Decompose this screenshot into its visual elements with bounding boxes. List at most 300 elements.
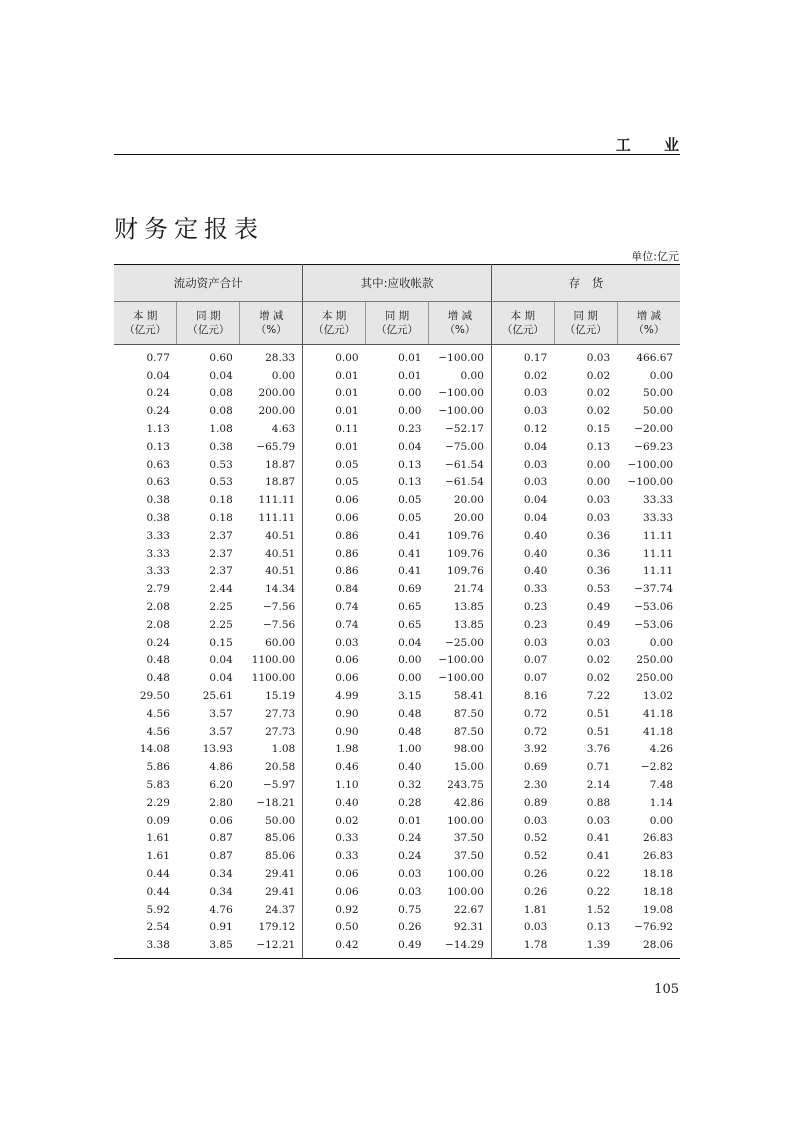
table-cell: 0.02 [586, 654, 611, 667]
table-cell: 0.40 [398, 761, 422, 774]
table-cell: 0.65 [398, 618, 422, 631]
table-cell: 20.58 [240, 758, 303, 776]
table-cell: 0.00 [398, 387, 422, 400]
table-cell: 20.00 [428, 509, 491, 527]
table-cell: 0.53 [586, 583, 611, 596]
table-cell: 26.83 [643, 832, 674, 845]
table-cell: 0.33 [335, 832, 359, 845]
table-cell: 0.38 [209, 440, 233, 453]
table-cell: 0.23 [523, 618, 548, 631]
table-cell: 0.03 [523, 814, 548, 827]
table-cell: 0.41 [398, 529, 422, 542]
table-cell: 243.75 [428, 776, 491, 794]
table-cell: 0.72 [523, 707, 548, 720]
table-cell: −52.17 [428, 420, 491, 438]
table-cell: 0.03 [523, 476, 548, 489]
table-cell: 0.63 [146, 476, 170, 489]
table-cell: 29.50 [139, 690, 170, 703]
unit-note: 单位:亿元 [631, 250, 679, 263]
table-cell: 18.87 [240, 474, 303, 492]
table-cell: −7.56 [240, 598, 303, 616]
table-cell: 0.13 [586, 440, 611, 453]
table-cell: 0.13 [398, 458, 422, 471]
table-row [114, 527, 680, 545]
page-number: 105 [654, 982, 679, 997]
column-header [366, 302, 429, 345]
table-cell: 0.00 [398, 672, 422, 685]
table-cell: 0.40 [335, 796, 359, 809]
table-row [114, 669, 680, 687]
table-row [114, 456, 680, 474]
table-cell: −14.29 [428, 936, 491, 958]
table-cell: 0.36 [586, 547, 611, 560]
table-row [114, 563, 680, 581]
table-cell: 0.87 [209, 850, 233, 863]
table-cell: 1.52 [586, 903, 611, 916]
table-cell: 100.00 [428, 812, 491, 830]
table-cell: 29.41 [240, 865, 303, 883]
table-cell: 0.86 [335, 565, 359, 578]
table-cell: 0.15 [586, 423, 611, 436]
table-cell: 11.11 [643, 529, 674, 542]
table-cell: 0.42 [335, 939, 359, 952]
table-cell: −25.00 [428, 634, 491, 652]
table-cell: 37.50 [428, 847, 491, 865]
table-cell: 0.74 [335, 601, 359, 614]
table-cell: 111.11 [240, 491, 303, 509]
table-cell: 0.03 [586, 494, 611, 507]
table-cell: 27.73 [240, 705, 303, 723]
table-cell: 0.38 [146, 494, 170, 507]
table-cell: 0.11 [335, 423, 359, 436]
table-cell: 109.76 [428, 563, 491, 581]
table-cell: 18.18 [643, 868, 674, 880]
table-cell: 2.30 [523, 779, 548, 792]
table-row [114, 919, 680, 937]
table-cell: 58.41 [428, 687, 491, 705]
table-cell: 2.80 [209, 796, 233, 809]
table-cell: 4.63 [240, 420, 303, 438]
section-label: 工 业 [615, 136, 693, 154]
table-cell: 0.49 [586, 601, 611, 614]
table-cell: 18.18 [643, 885, 674, 898]
table-cell: 0.87 [209, 832, 233, 845]
table-cell: 0.46 [335, 761, 359, 774]
table-cell: 0.48 [398, 707, 422, 720]
table-cell: 0.12 [523, 423, 548, 436]
table-cell: 41.18 [643, 725, 674, 738]
table-cell: 1100.00 [240, 669, 303, 687]
table-cell: 0.03 [523, 458, 548, 471]
table-cell: −2.82 [640, 761, 674, 774]
table-cell: 41.18 [643, 707, 674, 720]
table-cell: −20.00 [634, 423, 674, 436]
table-cell: 0.02 [523, 369, 548, 382]
table-cell: 0.48 [398, 725, 422, 738]
table-row [114, 705, 680, 723]
table-cell: 27.73 [240, 723, 303, 741]
table-cell: 3.33 [146, 565, 170, 578]
column-header [303, 302, 366, 345]
table-cell: −100.00 [428, 669, 491, 687]
table-cell: 4.99 [335, 690, 359, 703]
table-cell: 1.98 [335, 743, 359, 756]
table-cell: 26.83 [643, 850, 674, 863]
table-cell: 2.37 [209, 547, 233, 560]
table-cell: 0.05 [398, 512, 422, 525]
table-cell: 4.26 [649, 743, 674, 756]
table-cell: 33.33 [643, 494, 674, 507]
table-cell: 0.41 [586, 832, 611, 845]
table-cell: −5.97 [240, 776, 303, 794]
table-cell: 0.90 [335, 707, 359, 720]
table-cell: 92.31 [428, 919, 491, 937]
table-cell: 1.61 [146, 832, 170, 845]
table-cell: 4.56 [146, 707, 170, 720]
column-header-unit: （亿元） [187, 324, 230, 336]
table-cell: 14.34 [240, 580, 303, 598]
table-cell: 0.03 [398, 885, 422, 898]
table-cell: 0.52 [523, 850, 548, 863]
table-cell: 0.02 [586, 369, 611, 382]
table-row [114, 865, 680, 883]
table-cell: 100.00 [428, 865, 491, 883]
table-cell: 0.00 [649, 636, 674, 649]
table-cell: 15.00 [428, 758, 491, 776]
table-cell: 2.37 [209, 529, 233, 542]
table-row [114, 580, 680, 598]
table-cell: 1.10 [335, 779, 359, 792]
table-cell: 0.04 [209, 672, 233, 685]
table-cell: 29.41 [240, 883, 303, 901]
column-header-label: 增 减 [636, 310, 662, 322]
table-cell: 0.01 [398, 369, 422, 382]
table-cell: 0.01 [335, 369, 359, 382]
table-row [114, 812, 680, 830]
table-cell: 0.40 [523, 529, 548, 542]
table-cell: 0.36 [586, 565, 611, 578]
table-cell: 0.44 [146, 885, 170, 898]
table-cell: 0.02 [586, 672, 611, 685]
table-row [114, 901, 680, 919]
table-cell: 0.06 [335, 654, 359, 667]
table-cell: 0.04 [523, 512, 548, 525]
table-cell: 0.15 [209, 636, 233, 649]
table-cell: 0.02 [586, 387, 611, 400]
table-cell: 0.06 [209, 814, 233, 827]
table-cell: 0.84 [335, 583, 359, 596]
table-cell: 0.71 [586, 761, 611, 774]
table-cell: 0.06 [335, 512, 359, 525]
table-cell: 0.53 [209, 476, 233, 489]
table-cell: −53.06 [634, 618, 674, 631]
table-cell: 466.67 [636, 351, 674, 364]
table-cell: 18.87 [240, 456, 303, 474]
table-cell: 0.49 [586, 618, 611, 631]
table-row [114, 474, 680, 492]
table-cell: 0.51 [586, 707, 611, 720]
table-cell: 11.11 [643, 547, 674, 560]
column-header-label: 同 期 [384, 310, 410, 322]
table-cell: 0.17 [523, 351, 548, 364]
table-cell: 0.75 [398, 903, 422, 916]
table-cell: 0.23 [398, 423, 422, 436]
table-cell: 85.06 [240, 830, 303, 848]
table-cell: 0.08 [209, 405, 233, 418]
table-cell: −100.00 [428, 652, 491, 670]
table-row [114, 741, 680, 759]
table-cell: 0.88 [586, 796, 611, 809]
table-cell: 0.32 [398, 779, 422, 792]
table-cell: 0.00 [649, 814, 674, 827]
table-cell: −61.54 [428, 474, 491, 492]
table-cell: 0.49 [398, 939, 422, 952]
table-cell: −69.23 [634, 440, 674, 453]
table-cell: 0.07 [523, 654, 548, 667]
table-cell: 3.57 [209, 707, 233, 720]
table-cell: 0.86 [335, 529, 359, 542]
table-row [114, 687, 680, 705]
table-cell: 0.08 [209, 387, 233, 400]
column-header-unit: （亿元） [564, 324, 607, 336]
table-cell: 0.33 [335, 850, 359, 863]
table-cell: 0.38 [146, 512, 170, 525]
table-cell: −37.74 [634, 583, 674, 596]
table-cell: 98.00 [428, 741, 491, 759]
table-cell: 0.51 [586, 725, 611, 738]
table-cell: 0.01 [335, 387, 359, 400]
table-row [114, 723, 680, 741]
column-header [240, 302, 303, 345]
table-row [114, 758, 680, 776]
table-cell: 0.40 [523, 565, 548, 578]
table-cell: −75.00 [428, 438, 491, 456]
table-row [114, 794, 680, 812]
table-cell: 20.00 [428, 491, 491, 509]
table-cell: 0.05 [335, 476, 359, 489]
table-row [114, 420, 680, 438]
column-header-unit: （%） [255, 324, 287, 336]
table-cell: 0.24 [146, 636, 170, 649]
table-cell: 1.61 [146, 850, 170, 863]
table-cell: 50.00 [643, 405, 674, 418]
table-cell: 3.38 [146, 939, 170, 952]
table-cell: 2.44 [209, 583, 233, 596]
table-cell: 11.11 [643, 565, 674, 578]
table-cell: 0.00 [586, 458, 611, 471]
table-cell: 0.01 [398, 351, 422, 364]
table-cell: −61.54 [428, 456, 491, 474]
table-row [114, 345, 680, 367]
table-cell: 8.16 [523, 690, 548, 703]
table-cell: 0.03 [523, 387, 548, 400]
table-cell: 14.08 [139, 743, 170, 756]
table-cell: 0.04 [209, 369, 233, 382]
table-cell: 7.22 [586, 690, 611, 703]
table-cell: 85.06 [240, 847, 303, 865]
group-header-receivables: 其中:应收帐款 [303, 265, 492, 302]
table-cell: 3.33 [146, 547, 170, 560]
table-cell: 13.02 [643, 690, 674, 703]
table-cell: 87.50 [428, 723, 491, 741]
table-cell: 50.00 [643, 387, 674, 400]
table-cell: 2.08 [146, 601, 170, 614]
table-cell: 2.37 [209, 565, 233, 578]
table-cell: 40.51 [240, 563, 303, 581]
table-cell: 0.04 [523, 440, 548, 453]
table-cell: 1.78 [523, 939, 548, 952]
table-cell: 0.03 [398, 868, 422, 880]
table-cell: 3.33 [146, 529, 170, 542]
table-cell: 0.72 [523, 725, 548, 738]
table-cell: 0.92 [335, 903, 359, 916]
table-cell: 0.03 [586, 814, 611, 827]
table-cell: 0.01 [335, 440, 359, 453]
table-cell: 109.76 [428, 545, 491, 563]
table-cell: 0.03 [586, 636, 611, 649]
table-cell: 0.48 [146, 654, 170, 667]
table-cell: −12.21 [240, 936, 303, 958]
table-cell: 33.33 [643, 512, 674, 525]
table-cell: 0.50 [335, 921, 359, 934]
table-cell: 0.03 [523, 921, 548, 934]
column-header-label: 本 期 [510, 310, 535, 322]
table-cell: 0.41 [398, 565, 422, 578]
column-header-unit: （%） [444, 324, 476, 336]
table-cell: 0.01 [398, 814, 422, 827]
table-cell: 0.02 [586, 405, 611, 418]
table-cell: 0.86 [335, 547, 359, 560]
table-cell: 3.92 [523, 743, 548, 756]
table-cell: 0.41 [586, 850, 611, 863]
table-cell: 0.03 [586, 351, 611, 364]
table-cell: 0.91 [209, 921, 233, 934]
table-cell: −53.06 [634, 601, 674, 614]
table-cell: 28.33 [240, 345, 303, 367]
group-header-row [114, 265, 680, 302]
table-cell: 60.00 [240, 634, 303, 652]
table-cell: 0.63 [146, 458, 170, 471]
table-cell: 4.86 [209, 761, 233, 774]
table-row [114, 830, 680, 848]
table-cell: 0.13 [586, 921, 611, 934]
table-cell: 4.76 [209, 903, 233, 916]
table-cell: 1100.00 [240, 652, 303, 670]
table-row [114, 545, 680, 563]
table-cell: 0.03 [523, 636, 548, 649]
table-cell: 0.13 [146, 440, 170, 453]
table-cell: 13.93 [202, 743, 233, 756]
table-cell: 24.37 [240, 901, 303, 919]
table-cell: 15.19 [240, 687, 303, 705]
table-cell: 0.24 [146, 405, 170, 418]
column-header-label: 增 减 [447, 310, 473, 322]
table-cell: 0.90 [335, 725, 359, 738]
table-cell: 250.00 [636, 654, 674, 667]
table-row [114, 367, 680, 385]
table-cell: 6.20 [209, 779, 233, 792]
table-row [114, 438, 680, 456]
table-cell: 50.00 [240, 812, 303, 830]
table-cell: 0.33 [523, 583, 548, 596]
financial-table [114, 264, 680, 959]
column-header [428, 302, 491, 345]
page-title: 财务定报表 [114, 215, 264, 244]
table-cell: 2.79 [146, 583, 170, 596]
table-cell: 0.04 [398, 636, 422, 649]
table-cell: −100.00 [627, 458, 674, 471]
table-cell: 0.24 [146, 387, 170, 400]
table-cell: 40.51 [240, 545, 303, 563]
table-cell: 0.00 [428, 367, 491, 385]
table-cell: 0.06 [335, 672, 359, 685]
group-header-inventory: 存 货 [491, 265, 680, 302]
column-header-label: 同 期 [196, 310, 221, 322]
table-header [114, 265, 680, 345]
table-cell: 2.14 [586, 779, 611, 792]
table-cell: 0.23 [523, 601, 548, 614]
table-cell: −100.00 [627, 476, 674, 489]
table-cell: 0.24 [398, 850, 422, 863]
table-cell: 0.69 [398, 583, 422, 596]
table-cell: 0.18 [209, 512, 233, 525]
table-row [114, 652, 680, 670]
table-cell: 7.48 [649, 779, 674, 792]
column-header-label: 本 期 [321, 310, 347, 322]
table-cell: 0.00 [335, 351, 359, 364]
table-cell: 87.50 [428, 705, 491, 723]
table-cell: 2.08 [146, 618, 170, 631]
table-cell: −100.00 [428, 385, 491, 403]
table-cell: 21.74 [428, 580, 491, 598]
table-cell: 0.48 [146, 672, 170, 685]
table-cell: 0.00 [240, 367, 303, 385]
table-cell: 2.29 [146, 796, 170, 809]
table-cell: 0.26 [523, 868, 548, 880]
table-cell: 0.00 [649, 369, 674, 382]
table-cell: 250.00 [636, 672, 674, 685]
table-cell: 0.05 [335, 458, 359, 471]
table-row [114, 936, 680, 958]
table-cell: 0.06 [335, 885, 359, 898]
table-cell: 5.83 [146, 779, 170, 792]
table-cell: 0.01 [335, 405, 359, 418]
table-row [114, 883, 680, 901]
table-cell: 4.56 [146, 725, 170, 738]
table-cell: 0.52 [523, 832, 548, 845]
table-cell: 0.04 [209, 654, 233, 667]
table-cell: 0.22 [586, 885, 611, 898]
table-cell: 0.36 [586, 529, 611, 542]
table-cell: 37.50 [428, 830, 491, 848]
table-cell: 200.00 [240, 402, 303, 420]
table-cell: 0.26 [523, 885, 548, 898]
table-cell: 0.24 [398, 832, 422, 845]
table-cell: 0.34 [209, 885, 233, 898]
table-cell: 3.85 [209, 939, 233, 952]
table-row [114, 491, 680, 509]
group-header-current-assets: 流动资产合计 [114, 265, 303, 302]
table-cell: 0.02 [335, 814, 359, 827]
table-row [114, 509, 680, 527]
table-cell: 40.51 [240, 527, 303, 545]
table-cell: −100.00 [428, 345, 491, 367]
column-header-unit: （亿元） [124, 324, 167, 336]
table-cell: 1.00 [398, 743, 422, 756]
table-cell: 0.13 [398, 476, 422, 489]
column-header [554, 302, 617, 345]
table-cell: 0.26 [398, 921, 422, 934]
